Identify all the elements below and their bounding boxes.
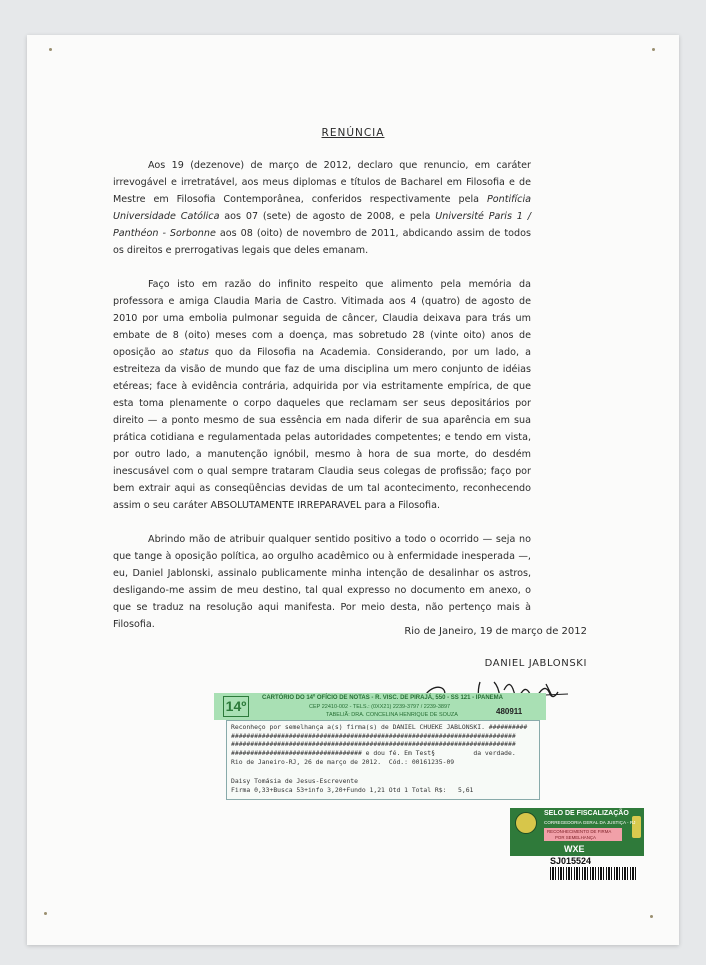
paragraph-text: aos 08 (oito) de novembro de 2011, abdicando assim de todos os direitos e prerrogativas legais que deles emanam.	[113, 228, 531, 256]
stamp-line: Rio de Janeiro-RJ, 26 de março de 2012. Cód.: 00161235-09	[231, 758, 455, 766]
fiscal-seal-subtype: POR SEMELHANÇA	[555, 835, 596, 840]
fiscal-seal	[510, 808, 644, 880]
notary-stamp	[214, 693, 546, 803]
fiscal-seal-authority: CORREGEDORIA GERAL DA JUSTIÇA - RJ	[544, 820, 636, 825]
stamp-line: ################################## e dou fé. Em Test§ da verdade.	[231, 749, 516, 757]
notary-stamp-number: 14º	[223, 696, 249, 717]
barcode	[550, 867, 638, 880]
stamp-line: Reconheço por semelhança a(s) firma(s) de DANIEL CHUEKE JABLONSKI. ##########	[231, 723, 528, 731]
italic-text: status	[179, 347, 209, 358]
paragraph-text: Faço isto em razão do infinito respeito que alimento pela memória da professora e amiga Claudia Maria de Castro. Vitimada aos 4 (quatro) de agosto de 2010 por uma embolia pulmonar seguida de câncer, Claudia deixava para trás um embate de 8 (oito) meses com a doença, mas sobretudo 28 (vinte oito) anos de oposição ao	[113, 279, 531, 358]
fiscal-seal-type: RECONHECIMENTO DE FIRMA	[547, 829, 612, 834]
paragraph-text: Aos 19 (dezenove) de março de 2012, declaro que renuncio, em caráter irrevogável e irretratável, aos meus diplomas e títulos de Bacharel em Filosofia e de Mestre em Filosofia Contemporânea, conferidos respectivamente pela	[113, 160, 531, 205]
pin-bottom-right	[650, 915, 653, 918]
paragraph-1	[113, 157, 531, 259]
document-body	[113, 157, 531, 650]
stamp-line: ##########################################################################	[231, 740, 516, 748]
notary-stamp-phones: CEP 22410-002 - TELS.: (0XX21) 2239-3797 / 2239-3897	[309, 704, 451, 710]
paragraph-2	[113, 276, 531, 514]
fiscal-seal-series: WXE	[564, 844, 585, 854]
paragraph-text: quo da Filosofia na Academia. Considerando, por um lado, a estreiteza da visão de mundo que faz de uma disciplina um mero conjunto de idéias etéreas; face à evidência contrária, adquirida por via estritamente empírica, de que esta toma plenamente o corpo daqueles que reclamam ser seus depositários por direito — a ponto mesmo de sua essência em nada diferir de sua aparência em sua prática cotidiana e regulamentada pelas autoridades competentes; e tendo em vista, por outro lado, a manutenção ignóbil, mesmo à hora de sua morte, do desdém inescusável com o qual sempre trataram Claudia seus colegas de profissão; faço por bem extrair aqui as conseqüências devidas de um tal acontecimento, reconhecendo assim o seu caráter ABSOLUTAMENTE IRREPARAVEL para a Filosofia.	[113, 347, 531, 511]
italic-text: Université Paris 1 / Panthéon - Sorbonne	[113, 211, 531, 239]
paragraph-3	[113, 531, 531, 633]
paragraph-text: aos 07 (sete) de agosto de 2008, e pela	[219, 211, 436, 222]
date-line: Rio de Janeiro, 19 de março de 2012	[404, 626, 587, 637]
notary-stamp-code: 480911	[496, 707, 523, 716]
fiscal-seal-title: SELO DE FISCALIZAÇÃO	[544, 810, 629, 817]
stamp-line: ##########################################################################	[231, 732, 516, 740]
notary-stamp-text-box	[226, 720, 540, 800]
pin-top-right	[652, 48, 655, 51]
fiscal-seal-number: SJ015524	[550, 856, 592, 866]
document-title: RENÚNCIA	[321, 127, 385, 139]
signer-name: DANIEL JABLONSKI	[484, 658, 587, 669]
pin-top-left	[49, 48, 52, 51]
pin-bottom-left	[44, 912, 47, 915]
paragraph-text: Abrindo mão de atribuir qualquer sentido positivo a todo o ocorrido — seja no que tange à oposição política, ao orgulho acadêmico ou à enfermidade inesperada —, eu, Daniel Jablonski, assinalo publicamente minha intenção de desalinhar os astros, desligando-me assim de meu destino, tal qual expresso no documento em anexo, o que se traduz na resolução aqui manifesta. Por meio desta, não pertenço mais à Filosofia.	[113, 534, 531, 630]
coat-of-arms-icon	[515, 812, 537, 834]
stamp-line: Firma 0,33+Busca 53+info 3,20+Fundo 1,21 Otd 1 Total R$: 5,61	[231, 786, 474, 794]
italic-text: Pontifícia Universidade Católica	[113, 194, 531, 222]
notary-stamp-address: CARTÓRIO DO 14º OFÍCIO DE NOTAS - R. VISC. DE PIRAJÁ, 550 - SS 121 - IPANEMA	[262, 695, 504, 701]
notary-stamp-notary: TABELIÃ: DRA. CONCELINA HENRIQUE DE SOUZA	[326, 712, 458, 718]
stamp-line: Daisy Tomásia de Jesus-Escrevente	[231, 777, 358, 785]
